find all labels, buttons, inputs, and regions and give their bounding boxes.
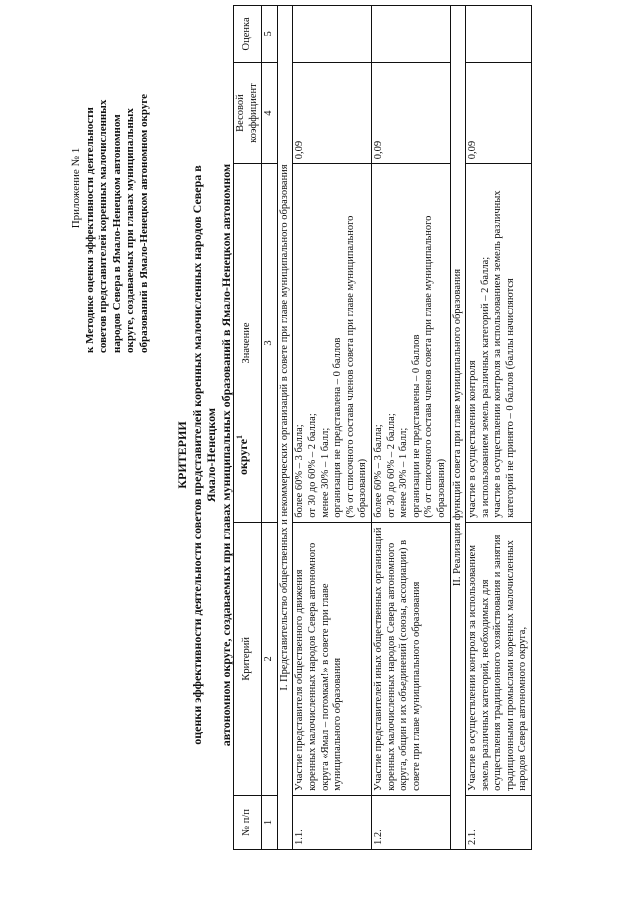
table-row — [466, 6, 532, 850]
header-row — [234, 6, 262, 850]
table-row — [293, 6, 372, 850]
value-line: менее 30% – 1 балл; — [398, 427, 410, 518]
value-line: (% от списочного состава членов совета при главе муниципального образования) — [423, 215, 447, 518]
value-line: более 60% – 3 балла; — [294, 424, 306, 518]
row-values — [293, 164, 372, 522]
value-line: менее 30% – 1 балл; — [319, 427, 331, 518]
header-cell-num: № п/п — [234, 795, 262, 849]
appendix-line: народов Севера в Ямало-Ненецком автономном — [110, 114, 123, 353]
value-line: более 60% – 3 балла; — [372, 424, 384, 518]
column-number: 3 — [262, 164, 278, 522]
footnote-mark: 1 — [235, 434, 244, 439]
row-values — [466, 164, 532, 522]
section-title: I. Представительство общественных и некоммерческих организаций в совете при главе муниципального образования — [277, 6, 293, 850]
row-score — [371, 6, 450, 63]
column-number: 1 — [262, 795, 278, 849]
row-number: 1.1. — [293, 795, 372, 849]
appendix-line: образований в Ямало-Ненецком автономном округе — [137, 93, 150, 353]
row-criterion: Участие представителя общественного движения коренных малочисленных народов Севера автономного округа «Ямал – потомкам!» в совете при главе муниципального образования — [293, 522, 372, 795]
value-line: участие в осуществлении контроля — [467, 360, 479, 518]
appendix-text — [84, 23, 152, 353]
section-row — [450, 6, 466, 850]
table-row — [371, 6, 450, 850]
value-line: организация не представлена – 0 баллов — [332, 337, 344, 518]
header-cell-score: Оценка — [234, 6, 262, 63]
row-score — [466, 6, 532, 63]
criteria-subtitle-text: автономном округе, создаваемых при главах муниципальных образований в Ямало-Ненецком автономном округе — [219, 163, 250, 747]
value-line: (% от списочного состава членов совета при главе муниципального образования) — [344, 215, 369, 518]
appendix-title: Приложение № 1 — [70, 147, 82, 229]
header-cell-weight: Весовой коэффициент — [234, 62, 262, 163]
criteria-subtitle-line1: оценки эффективности деятельности советов представителей коренных малочисленных народов Севера в Ямало-Ненецком — [190, 165, 218, 745]
appendix-line: советов представителей коренных малочисленных — [97, 99, 109, 353]
header-cell-criterion: Критерий — [234, 522, 262, 795]
row-values — [371, 164, 450, 522]
section-row — [277, 6, 293, 850]
appendix-line: округе, создаваемых при главах муниципальных — [124, 108, 136, 353]
value-line: за использованием земель различных категорий – 2 балла; — [479, 256, 491, 518]
value-line: организации не представлены – 0 баллов — [410, 334, 422, 518]
row-number: 2.1. — [466, 795, 532, 849]
criteria-title: КРИТЕРИИ — [175, 421, 189, 489]
row-weight: 0,09 — [293, 62, 372, 163]
appendix-block — [70, 23, 151, 353]
value-line: участие в осуществлении контроля за использованием земель различных категорий не принято – 0 баллов (баллы начисляются — [492, 190, 516, 518]
row-number: 1.2. — [371, 795, 450, 849]
appendix-line: к Методике оценки эффективности деятельности — [83, 107, 96, 353]
header-cell-value: Значение — [234, 164, 262, 522]
row-weight: 0,09 — [466, 62, 532, 163]
row-criterion: Участие в осуществлении контроля за использованием земель различных категорий, необходимых для осуществления традиционного хозяйствования и занятия традиционными промыслами коренных малочисленных народов Севера автономного округа, — [466, 522, 532, 795]
column-number: 4 — [262, 62, 278, 163]
section-title: II. Реализация функций совета при главе муниципального образования — [450, 6, 466, 850]
row-criterion: Участие представителей иных общественных организаций коренных малочисленных народов Севера автономного округа, общин и их объединений (союзы, ассоциации) в совете при главе муниципального образования — [371, 522, 450, 795]
column-number: 5 — [262, 6, 278, 63]
value-line: от 30 до 60% – 2 балла; — [385, 413, 397, 518]
row-weight: 0,09 — [371, 62, 450, 163]
column-number-row — [262, 6, 278, 850]
row-score — [293, 6, 372, 63]
criteria-table — [233, 5, 532, 850]
value-line: от 30 до 60% – 2 балла; — [306, 413, 318, 518]
column-number: 2 — [262, 522, 278, 795]
